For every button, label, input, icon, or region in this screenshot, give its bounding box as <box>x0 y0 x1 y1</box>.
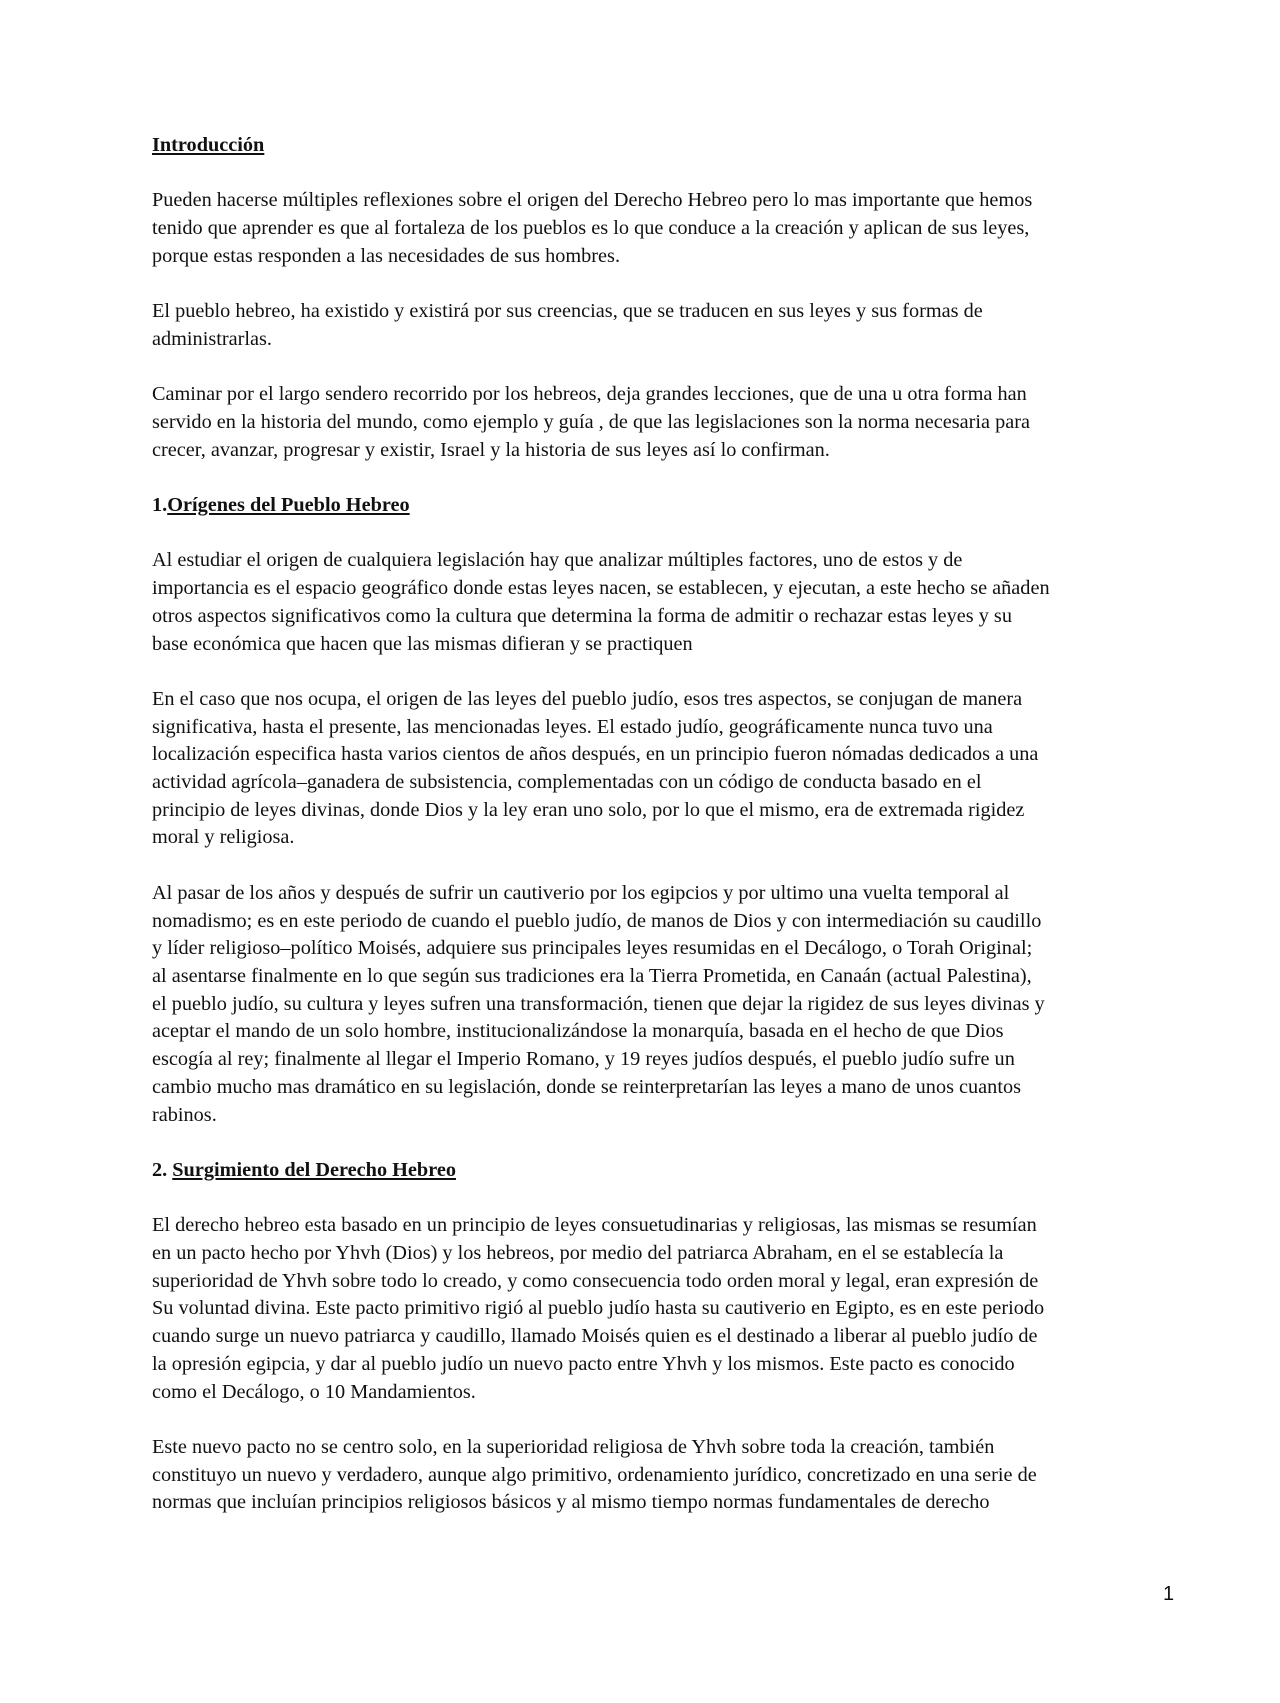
section-1-paragraph-2 <box>152 686 1192 852</box>
section-1-number: 1. <box>152 494 168 517</box>
section-2-paragraph-1 <box>152 1212 1192 1406</box>
text-line: normas que incluían principios religiosos básicos y al mismo tiempo normas fundamentales de derecho <box>152 1491 990 1514</box>
text-line: administrarlas. <box>152 327 272 350</box>
text-line: base económica que hacen que las mismas difieran y se practiquen <box>152 632 693 655</box>
section-2-number: 2. <box>152 1158 173 1181</box>
text-line: rabinos. <box>152 1103 217 1126</box>
section-1-heading <box>152 492 1192 520</box>
intro-paragraph-1 <box>152 187 1192 270</box>
section-2-heading <box>152 1157 1192 1185</box>
document-page <box>152 132 1192 1545</box>
text-line: actividad agrícola‒ganadera de subsistencia, complementadas con un código de conducta basado en el <box>152 771 982 794</box>
text-line: cambio mucho mas dramático en su legislación, donde se reinterpretarían las leyes a mano de unos cuantos <box>152 1075 1021 1098</box>
text-line: principio de leyes divinas, donde Dios y la ley eran uno solo, por lo que el mismo, era de extremada rigidez <box>152 798 1025 821</box>
text-line: significativa, hasta el presente, las mencionadas leyes. El estado judío, geográficamente nunca tuvo una <box>152 715 993 738</box>
text-line: Este nuevo pacto no se centro solo, en la superioridad religiosa de Yhvh sobre toda la creación, también <box>152 1435 995 1458</box>
text-line: Al estudiar el origen de cualquiera legislación hay que analizar múltiples factores, uno de estos y de <box>152 549 963 572</box>
page-number: 1 <box>1163 1583 1175 1605</box>
text-line: el pueblo judío, su cultura y leyes sufren una transformación, tienen que dejar la rigidez de sus leyes divinas y <box>152 992 1045 1015</box>
text-line: moral y religiosa. <box>152 826 295 849</box>
section-1-paragraph-1 <box>152 547 1192 658</box>
text-line: Pueden hacerse múltiples reflexiones sobre el origen del Derecho Hebreo pero lo mas importante que hemos <box>152 189 1033 212</box>
intro-paragraph-2 <box>152 298 1192 353</box>
text-line: El pueblo hebreo, ha existido y existirá por sus creencias, que se traducen en sus leyes y sus formas de <box>152 300 983 323</box>
text-line: y líder religioso‒político Moisés, adquiere sus principales leyes resumidas en el Decálogo, o Torah Original; <box>152 937 1033 960</box>
text-line: importancia es el espacio geográfico donde estas leyes nacen, se establecen, y ejecutan, a este hecho se añaden <box>152 577 1050 600</box>
text-line: cuando surge un nuevo patriarca y caudillo, llamado Moisés quien es el destinado a liberar al pueblo judío de <box>152 1325 1038 1348</box>
text-line: la opresión egipcia, y dar al pueblo judío un nuevo pacto entre Yhvh y los mismos. Este pacto es conocido <box>152 1352 1015 1375</box>
text-line: en un pacto hecho por Yhvh (Dios) y los hebreos, por medio del patriarca Abraham, en el se establecía la <box>152 1241 1004 1264</box>
text-line: servido en la historia del mundo, como ejemplo y guía , de que las legislaciones son la norma necesaria para <box>152 410 1031 433</box>
text-line: constituyo un nuevo y verdadero, aunque algo primitivo, ordenamiento jurídico, concretizado en una serie de <box>152 1463 1037 1486</box>
text-line: tenido que aprender es que al fortaleza de los pueblos es lo que conduce a la creación y aplican de sus leyes, <box>152 217 1030 240</box>
text-line: al asentarse finalmente en lo que según sus tradiciones era la Tierra Prometida, en Canaán (actual Palestina), <box>152 964 1032 987</box>
text-line: escogía al rey; finalmente al llegar el Imperio Romano, y 19 reyes judíos después, el pueblo judío sufre un <box>152 1048 1015 1071</box>
text-line: En el caso que nos ocupa, el origen de las leyes del pueblo judío, esos tres aspectos, se conjugan de manera <box>152 687 1023 710</box>
section-1-paragraph-3 <box>152 880 1192 1129</box>
text-line: porque estas responden a las necesidades de sus hombres. <box>152 244 621 267</box>
section-2-title: Surgimiento del Derecho Hebreo <box>172 1158 456 1181</box>
text-line: nomadismo; es en este periodo de cuando el pueblo judío, de manos de Dios y con intermediación su caudillo <box>152 909 1042 932</box>
text-line: Caminar por el largo sendero recorrido por los hebreos, deja grandes lecciones, que de una u otra forma han <box>152 383 1027 406</box>
intro-heading <box>152 132 1192 160</box>
text-line: El derecho hebreo esta basado en un principio de leyes consuetudinarias y religiosas, las mismas se resumían <box>152 1214 1037 1237</box>
intro-paragraph-3 <box>152 381 1192 464</box>
text-line: como el Decálogo, o 10 Mandamientos. <box>152 1380 476 1403</box>
text-line: superioridad de Yhvh sobre todo lo creado, y como consecuencia todo orden moral y legal, eran expresión de <box>152 1269 1039 1292</box>
section-1-title: Orígenes del Pueblo Hebreo <box>167 494 410 517</box>
intro-heading-text: Introducción <box>152 134 265 156</box>
text-line: Su voluntad divina. Este pacto primitivo rigió al pueblo judío hasta su cautiverio en Egipto, es en este periodo <box>152 1297 1045 1320</box>
section-2-paragraph-2 <box>152 1434 1192 1517</box>
text-line: crecer, avanzar, progresar y existir, Israel y la historia de sus leyes así lo confirman. <box>152 438 830 461</box>
text-line: otros aspectos significativos como la cultura que determina la forma de admitir o rechazar estas leyes y su <box>152 604 1012 627</box>
text-line: aceptar el mando de un solo hombre, institucionalizándose la monarquía, basada en el hecho de que Dios <box>152 1020 1004 1043</box>
text-line: Al pasar de los años y después de sufrir un cautiverio por los egipcios y por ultimo una vuelta temporal al <box>152 881 1010 904</box>
text-line: localización especifica hasta varios cientos de años después, en un principio fueron nómadas dedicados a una <box>152 743 1039 766</box>
